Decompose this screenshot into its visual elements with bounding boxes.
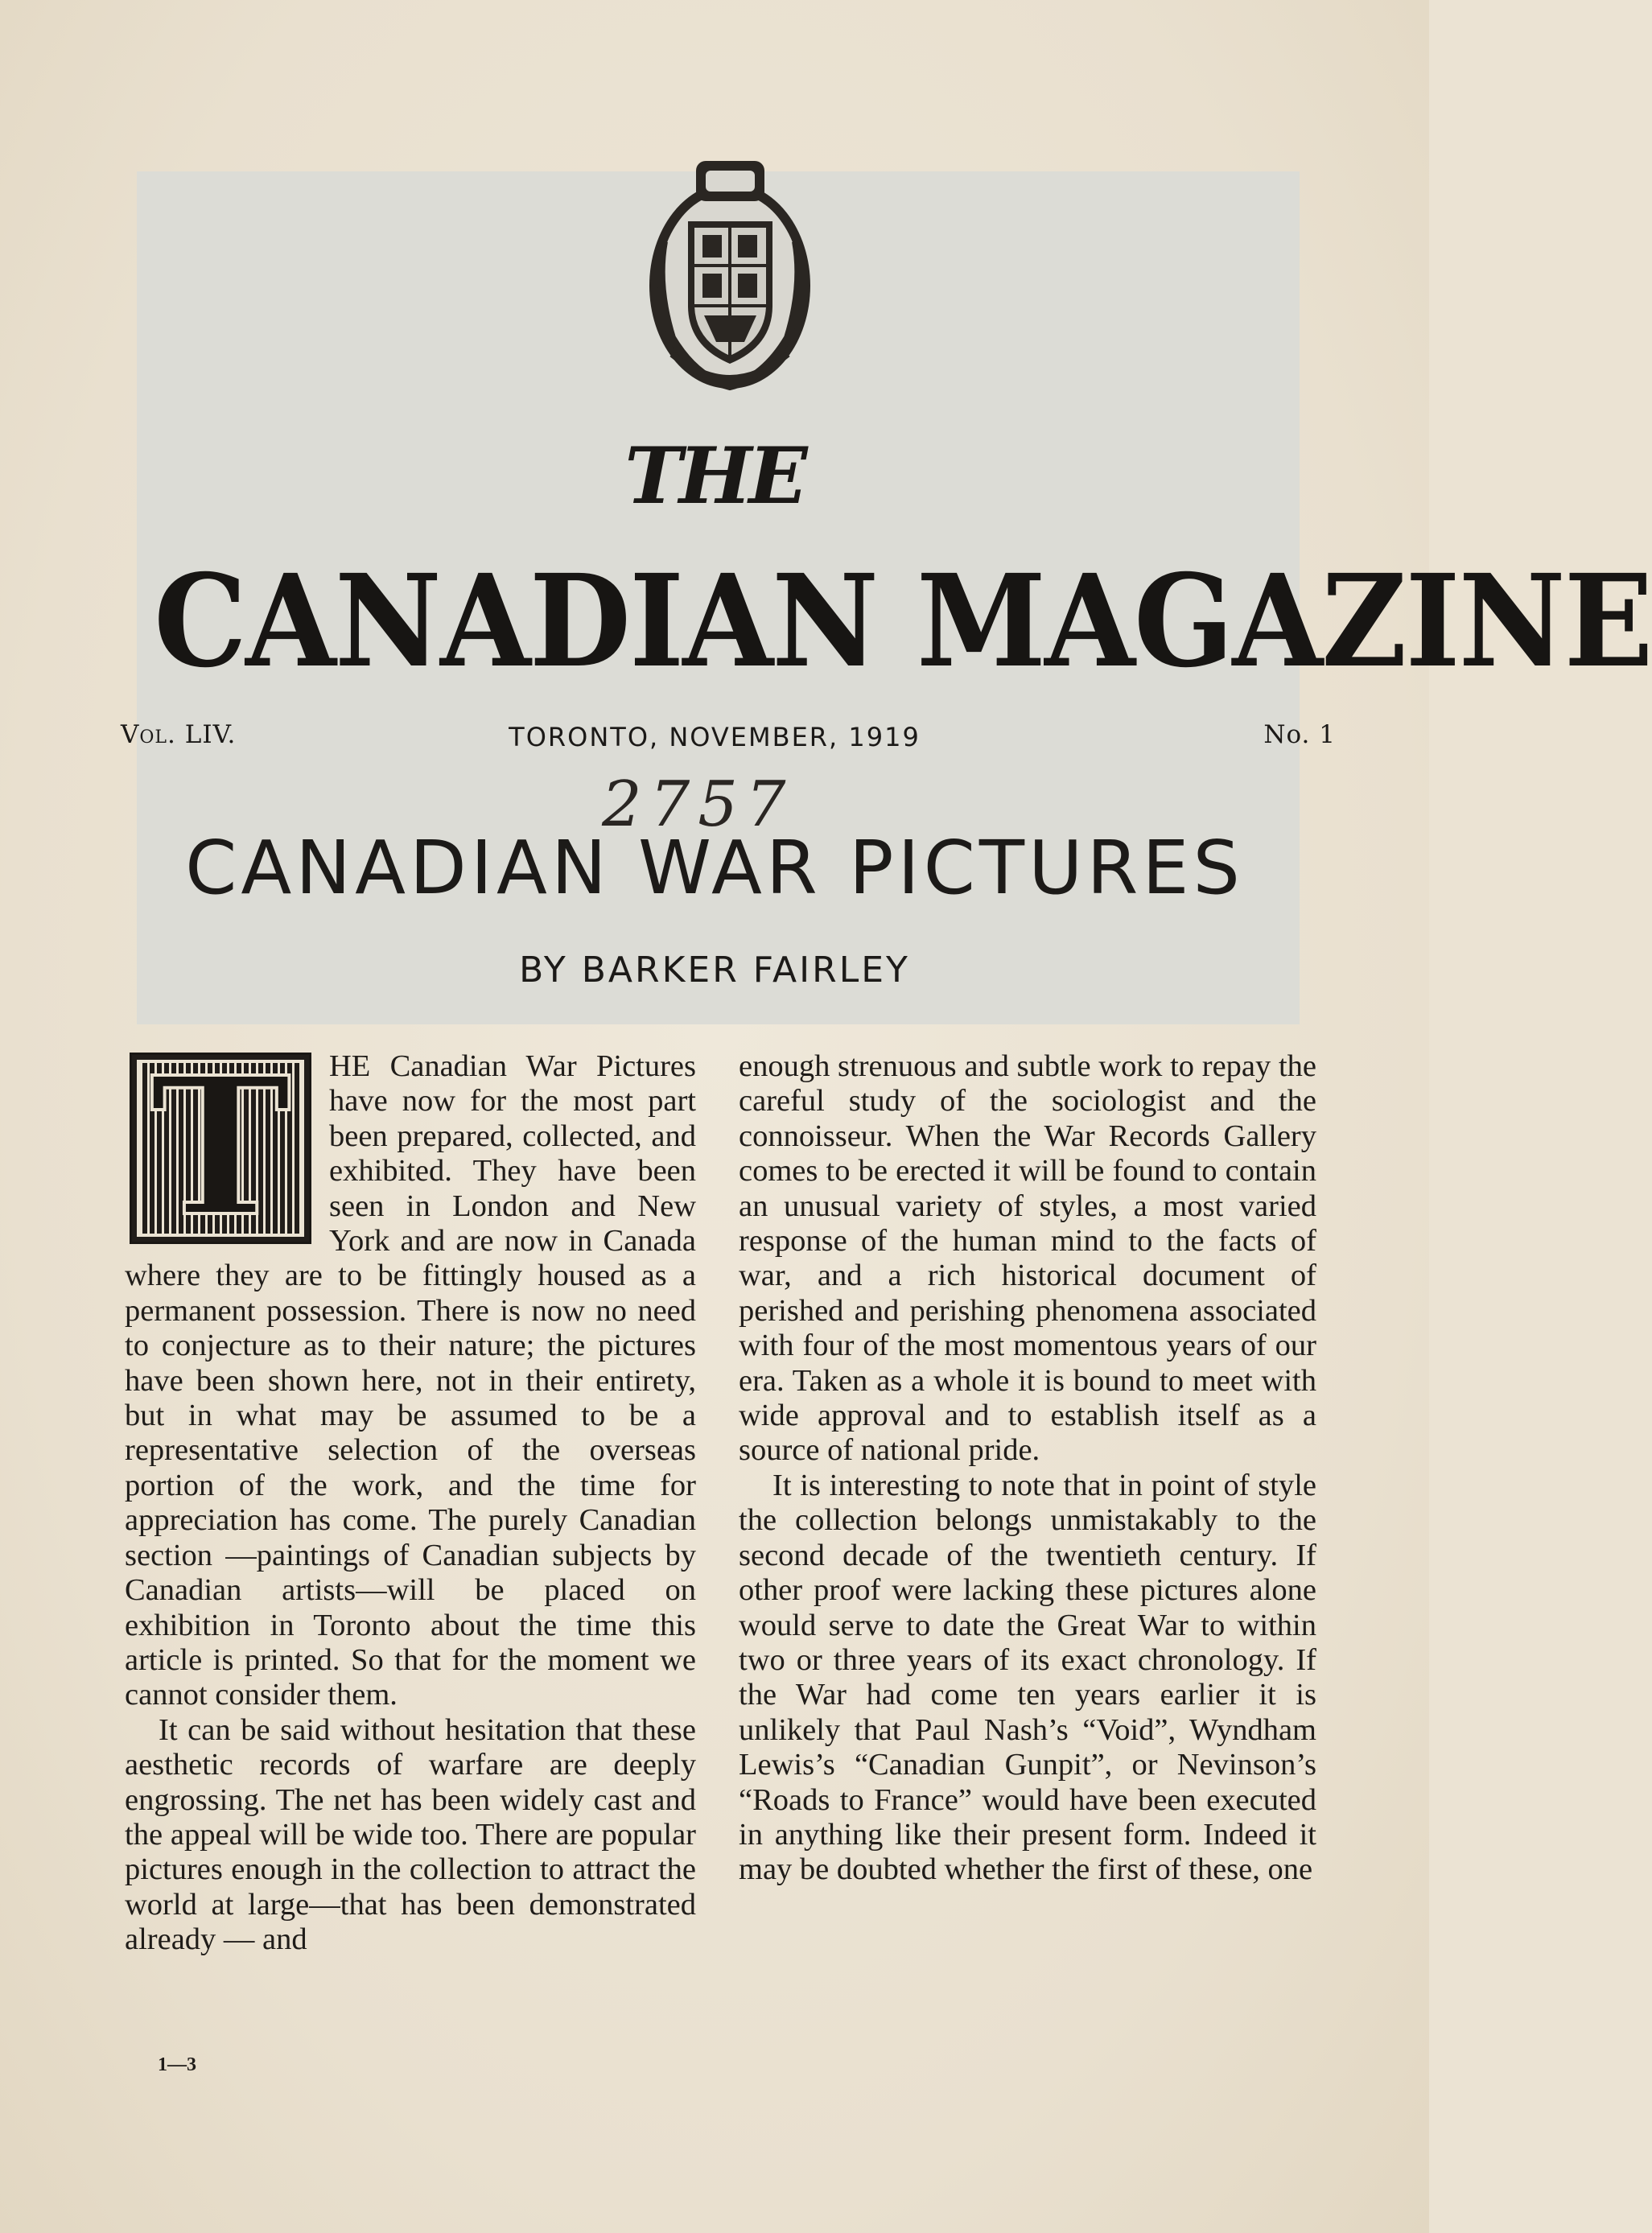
drop-cap-letter: T bbox=[150, 1035, 291, 1259]
signature-mark: 1—3 bbox=[158, 2054, 196, 2075]
magazine-title: CANADIAN MAGAZINE bbox=[154, 547, 1652, 696]
drop-cap-ornament bbox=[130, 1035, 311, 1259]
article-byline: BY BARKER FAIRLEY bbox=[519, 950, 910, 991]
paragraph: HE Canadian War Pictures have now for the most part been prepared, collected, and exhibited. They have been seen in London and New York and are now in Canada where they are to be fittingly housed as a permanent possession. There is now no need to conjecture as to their nature; the pictures have been shown here, not in their entirety, but in what may be assumed to be a representative selection of the overseas portion of the work, and the time for appreciation has come. The purely Canadian section —paintings of Canadian subjects by Canadian artists—will be placed on exhibition in Toronto about the time this article is printed. So that for the moment we cannot consider them. bbox=[125, 1049, 696, 1712]
paragraph: enough strenuous and subtle work to repay the careful study of the sociologist and the connoisseur. When the War Records Gallery comes to be erected it will be found to contain an unusual variety of styles, a most varied response of the human mind to the facts of war, and a rich historical document of perished and perishing phenomena associated with four of the most momentous years of our era. Taken as a whole it is bound to meet with wide approval and to establish itself as a source of national pride. bbox=[739, 1049, 1316, 1468]
right-column bbox=[739, 1049, 1316, 1888]
paragraph: It can be said without hesitation that these aesthetic records of warfare are deeply engrossing. The net has been widely cast and the appeal will be wide too. There are popular pictures enough in the collection to attract the world at large—that has been demonstrated already — and bbox=[125, 1712, 696, 1957]
left-column bbox=[125, 1035, 696, 1958]
place-date-label: TORONTO, NOVEMBER, 1919 bbox=[509, 722, 921, 752]
issue-number: No. 1 bbox=[1263, 720, 1336, 749]
article-title: CANADIAN WAR PICTURES bbox=[185, 825, 1244, 911]
volume-label: Vol. LIV. bbox=[121, 720, 237, 749]
coat-of-arms-crest bbox=[640, 145, 821, 398]
paragraph: It is interesting to note that in point of style the collection belongs unmistakably to the second decade of the twentieth century. If other proof were lacking these pictures alone would serve to date the Great War to within two or three years of its exact chronology. If the War had come ten years earlier it is unlikely that Paul Nash’s “Void”, Wyndham Lewis’s “Canadian Gunpit”, or Nevinson’s “Roads to France” would have been executed in anything like their present form. Indeed it may be doubted whether the first of these, one bbox=[739, 1468, 1316, 1887]
handwritten-catalog-number: 2757 bbox=[602, 768, 794, 841]
masthead-the: THE bbox=[624, 431, 805, 521]
